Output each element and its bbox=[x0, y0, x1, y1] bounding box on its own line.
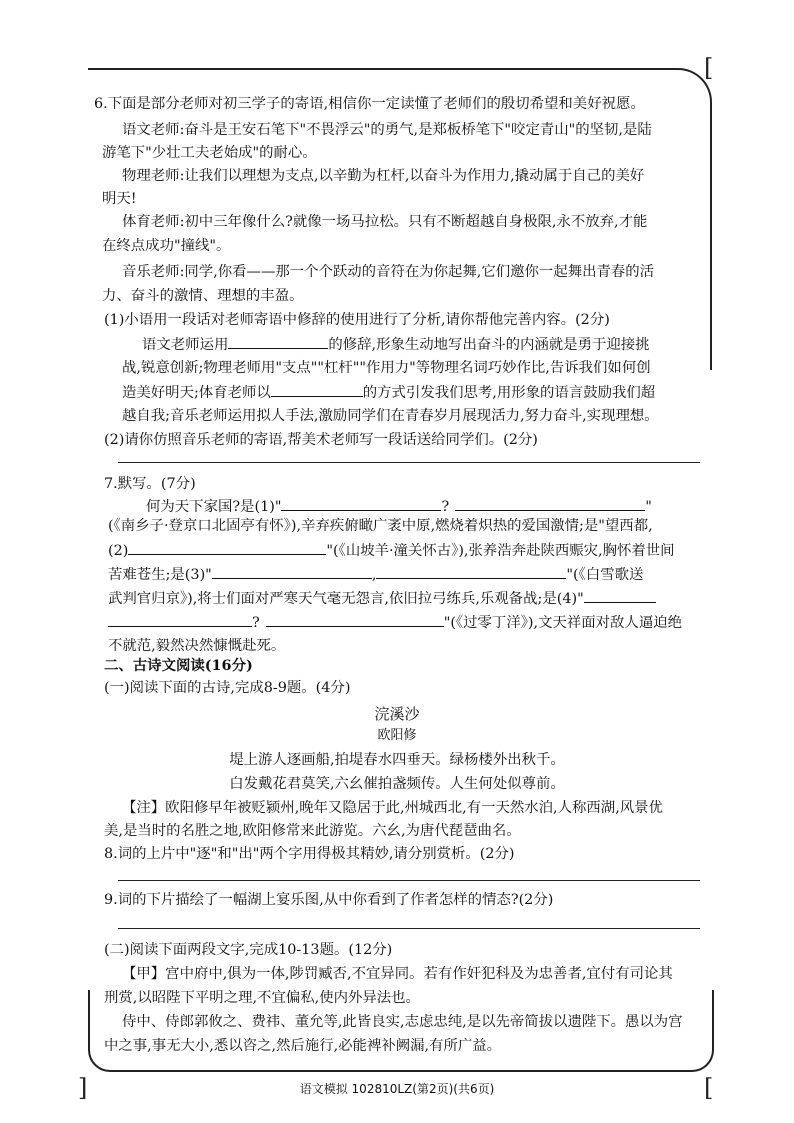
poem-title: 浣溪沙 bbox=[374, 705, 420, 723]
q7-text: 何为天下家国?是(1)" bbox=[146, 499, 282, 515]
q6-sub1-text: 造美好明天;体育老师以 bbox=[122, 385, 271, 401]
q7-line-5 bbox=[108, 588, 656, 609]
answer-line[interactable] bbox=[118, 928, 700, 929]
answer-blank[interactable] bbox=[228, 334, 328, 349]
q7-text: 武判官归京》),将士们面对严寒天气毫无怨言,依旧拉弓练兵,乐观备战;是(4)" bbox=[108, 591, 584, 607]
q6-sub1-answer-line-2: 战,锐意创新;物理老师用"支点""杠杆""作用力"等物理名词巧妙作比,告诉我们如何创 bbox=[122, 360, 651, 376]
q7-text: 苦难苍生;是(3)" bbox=[108, 567, 212, 583]
poem-note-1: 【注】欧阳修早年被贬颍州,晚年又隐居于此,州城西北,有一天然水泊,人称西湖,风景优 bbox=[122, 800, 663, 816]
poem-author: 欧阳修 bbox=[377, 728, 417, 743]
q8-prompt: 8.词的上片中"逐"和"出"两个字用得极其精妙,请分别赏析。(2分) bbox=[104, 846, 515, 862]
q6-sub1-text: 语文老师运用 bbox=[142, 337, 229, 353]
section-2-title: 二、古诗文阅读(16分) bbox=[104, 657, 253, 674]
poem-line-1: 堤上游人逐画船,拍堤春水四垂天。绿杨楼外出秋千。 bbox=[229, 752, 565, 768]
q7-line-6 bbox=[108, 612, 682, 633]
q6-sub1-answer-line-1 bbox=[142, 334, 650, 355]
q7-text: ? bbox=[441, 499, 450, 515]
passage-jia-1: 【甲】宫中府中,俱为一体,陟罚臧否,不宜异同。若有作奸犯科及为忠善者,宜付有司论其 bbox=[122, 966, 673, 982]
q6-sub1-text: 的修辞,形象生动地写出奋斗的内涵就是勇于迎接挑 bbox=[328, 337, 650, 353]
q7-text: ? bbox=[252, 615, 260, 631]
q6-sub1-prompt: (1)小语用一段话对老师寄语中修辞的使用进行了分析,请你帮他完善内容。(2分) bbox=[104, 312, 610, 328]
q9-prompt: 9.词的下片描绘了一幅湖上宴乐图,从中你看到了作者怎样的情态?(2分) bbox=[104, 892, 554, 908]
q7-line-3 bbox=[108, 540, 675, 561]
corner-mark-bottom-right: [ bbox=[704, 1074, 714, 1102]
answer-blank[interactable] bbox=[281, 496, 441, 511]
q7-line-2: (《南乡子·登京口北固亭有怀》),辛弃疾俯瞰广袤中原,燃烧着炽热的爱国激情;是"望西都, bbox=[108, 518, 653, 534]
q7-text: "(《白雪歌送 bbox=[566, 567, 644, 583]
q7-line-7: 不就范,毅然决然慷慨赴死。 bbox=[108, 638, 286, 654]
q7-line-1 bbox=[146, 496, 652, 517]
passage-jia-2: 刑赏,以昭陛下平明之理,不宜偏私,使内外异法也。 bbox=[104, 990, 420, 1006]
q7-text: "(《过零丁洋》),文天祥面对敌人逼迫绝 bbox=[443, 615, 682, 631]
poem-note-2: 美,是当时的名胜之地,欧阳修常来此游览。六幺,为唐代琵琶曲名。 bbox=[104, 823, 521, 839]
answer-line[interactable] bbox=[118, 462, 700, 463]
q7-text: (2) bbox=[108, 543, 129, 559]
answer-blank[interactable] bbox=[376, 564, 566, 579]
page-footer: 语文模拟 102810LZ(第2页)(共6页) bbox=[299, 1082, 495, 1096]
q6-sub2-prompt: (2)请你仿照音乐老师的寄语,帮美术老师写一段话送给同学们。(2分) bbox=[104, 432, 538, 448]
passage-jia-3: 侍中、侍郎郭攸之、费祎、董允等,此皆良实,志虑忠纯,是以先帝简拔以遗陛下。愚以为宫 bbox=[122, 1014, 683, 1030]
q7-line-4 bbox=[108, 564, 643, 585]
q6-physics-teacher-1: 物理老师:让我们以理想为支点,以辛勤为杠杆,以奋斗为作用力,撬动属于自己的美好 bbox=[122, 168, 645, 184]
q6-sub1-answer-line-3 bbox=[122, 382, 655, 403]
answer-blank[interactable] bbox=[584, 588, 656, 603]
q6-pe-teacher-2: 在终点成功"撞线"。 bbox=[102, 238, 231, 254]
corner-mark-top-right: [ bbox=[704, 54, 714, 82]
poem-line-2: 白发戴花君莫笑,六幺催拍盏频传。人生何处似尊前。 bbox=[229, 776, 565, 792]
answer-blank[interactable] bbox=[212, 564, 372, 579]
q6-music-teacher-1: 音乐老师:同学,你看——那一个个跃动的音符在为你起舞,它们邀你一起舞出青春的活 bbox=[122, 264, 655, 280]
q7-title: 7.默写。(7分) bbox=[104, 476, 196, 492]
q7-text: " bbox=[645, 499, 652, 515]
q6-sub1-text: 的方式引发我们思考,用形象的语言鼓励我们超 bbox=[362, 385, 656, 401]
q7-text: "(《山坡羊·潼关怀古》),张养浩奔赴陕西赈灾,胸怀着世间 bbox=[326, 543, 675, 559]
corner-mark-bottom-left: ] bbox=[78, 1074, 88, 1102]
q6-stem: 6.下面是部分老师对初三学子的寄语,相信你一定读懂了老师们的殷切希望和美好祝愿。 bbox=[94, 96, 645, 112]
answer-blank[interactable] bbox=[128, 540, 326, 555]
answer-blank[interactable] bbox=[108, 612, 252, 627]
q6-pe-teacher-1: 体育老师:初中三年像什么?就像一场马拉松。只有不断超越自身极限,永不放弃,才能 bbox=[122, 214, 648, 230]
answer-line[interactable] bbox=[118, 880, 700, 881]
answer-blank[interactable] bbox=[266, 612, 444, 627]
q6-sub1-answer-line-4: 越自我;音乐老师运用拟人手法,激励同学们在青春岁月展现活力,努力奋斗,实现理想。 bbox=[122, 408, 659, 424]
q7-text: , bbox=[371, 567, 377, 583]
part-2-instructions: (二)阅读下面两段文字,完成10-13题。(12分) bbox=[104, 942, 393, 958]
answer-blank[interactable] bbox=[455, 496, 645, 511]
q6-chinese-teacher-1: 语文老师:奋斗是王安石笔下"不畏浮云"的勇气,是郑板桥笔下"咬定青山"的坚韧,是陆 bbox=[122, 122, 652, 138]
answer-blank[interactable] bbox=[271, 382, 363, 397]
q6-chinese-teacher-2: 游笔下"少壮工夫老始成"的耐心。 bbox=[102, 145, 317, 161]
q6-music-teacher-2: 力、奋斗的激情、理想的丰盈。 bbox=[102, 288, 304, 304]
passage-jia-4: 中之事,事无大小,悉以咨之,然后施行,必能裨补阙漏,有所广益。 bbox=[104, 1038, 502, 1054]
q6-physics-teacher-2: 明天! bbox=[102, 191, 137, 207]
part-1-instructions: (一)阅读下面的古诗,完成8-9题。(4分) bbox=[104, 680, 351, 696]
